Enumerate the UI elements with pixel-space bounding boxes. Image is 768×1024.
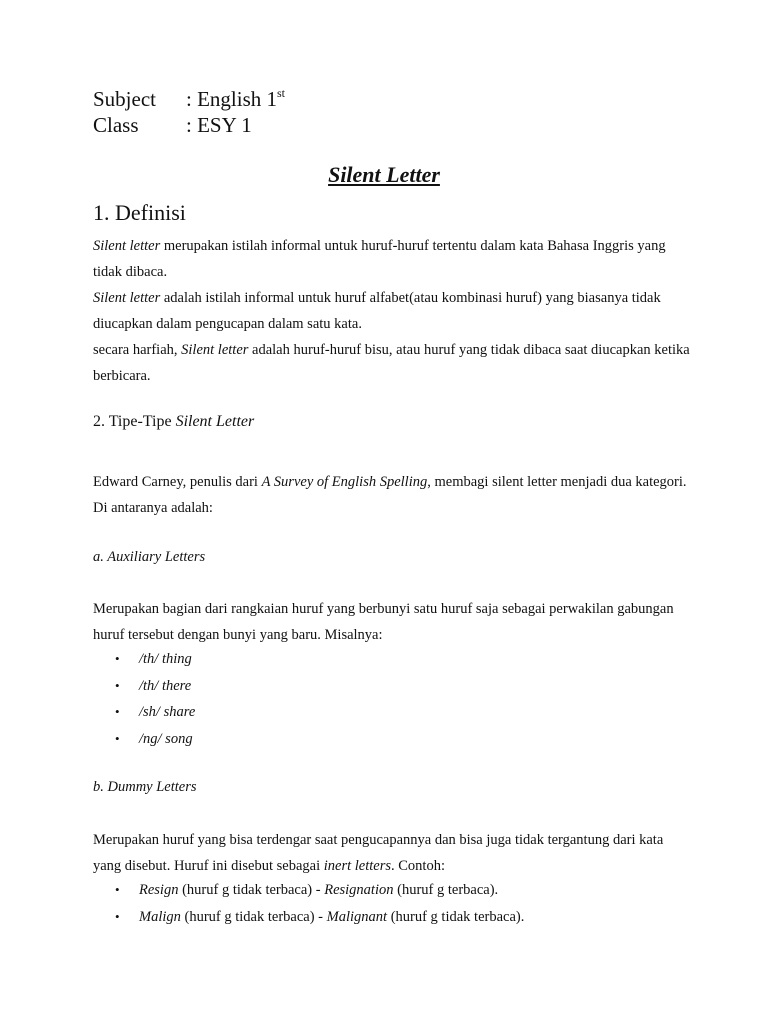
term-silent-letter: Silent letter [93, 290, 161, 306]
subject-row [93, 86, 285, 112]
class-value: : ESY 1 [186, 113, 252, 137]
list-item: • Malign (huruf g tidak terbaca) - Malignant (huruf g tidak terbaca). [93, 904, 524, 931]
subject-superscript: st [277, 86, 286, 100]
term-silent-letter: Silent letter [93, 238, 161, 254]
subheading-dummy-letters: b. Dummy Letters [93, 779, 197, 795]
list-item: • Resign (huruf g tidak terbaca) - Resignation (huruf g terbaca). [93, 877, 524, 904]
list-item: • /th/ there [93, 673, 195, 700]
document-header [93, 86, 285, 138]
section-heading-types: 2. Tipe-Tipe Silent Letter [93, 413, 255, 430]
auxiliary-examples-list [93, 646, 195, 752]
list-item: • /th/ thing [93, 646, 195, 673]
document-title: Silent Letter [328, 162, 440, 187]
term-inert-letters: inert letters [323, 858, 392, 874]
book-title: A Survey of English Spelling [261, 474, 428, 490]
auxiliary-paragraph: Merupakan bagian dari rangkaian huruf yang berbunyi satu huruf saja sebagai perwakilan gabungan huruf tersebut dengan bunyi yang baru. Misalnya: [93, 601, 674, 643]
definition-paragraph: Silent letter merupakan istilah informal untuk huruf-huruf tertentu dalam kata Bahasa Inggris yang tidak dibaca. Silent letter adalah istilah informal untuk huruf alfabet(atau kombinasi huruf) yang biasanya tidak diucapkan dalam pengucapan dalam satu kata. secara harfiah, Silent letter adalah huruf-huruf bisu, atau huruf yang tidak dibaca saat diucapkan ketika berbicara. [93, 238, 690, 384]
subject-label: Subject [93, 87, 156, 111]
section-heading-definisi: 1. Definisi [93, 200, 186, 225]
subheading-auxiliary-letters: a. Auxiliary Letters [93, 549, 206, 565]
term-silent-letter: Silent letter [181, 342, 249, 358]
dummy-examples-list [93, 877, 524, 930]
subject-value: : English 1st [186, 86, 286, 111]
class-label: Class [93, 113, 139, 137]
list-item: • /sh/ share [93, 699, 195, 726]
list-item: • /ng/ song [93, 726, 195, 753]
class-row [93, 112, 285, 138]
types-intro-paragraph: Edward Carney, penulis dari A Survey of English Spelling, membagi silent letter menjadi dua kategori. Di antaranya adalah: [93, 474, 687, 516]
dummy-paragraph: Merupakan huruf yang bisa terdengar saat pengucapannya dan bisa juga tidak tergantung dari kata yang disebut. Huruf ini disebut sebagai inert letters. Contoh: [93, 832, 664, 874]
